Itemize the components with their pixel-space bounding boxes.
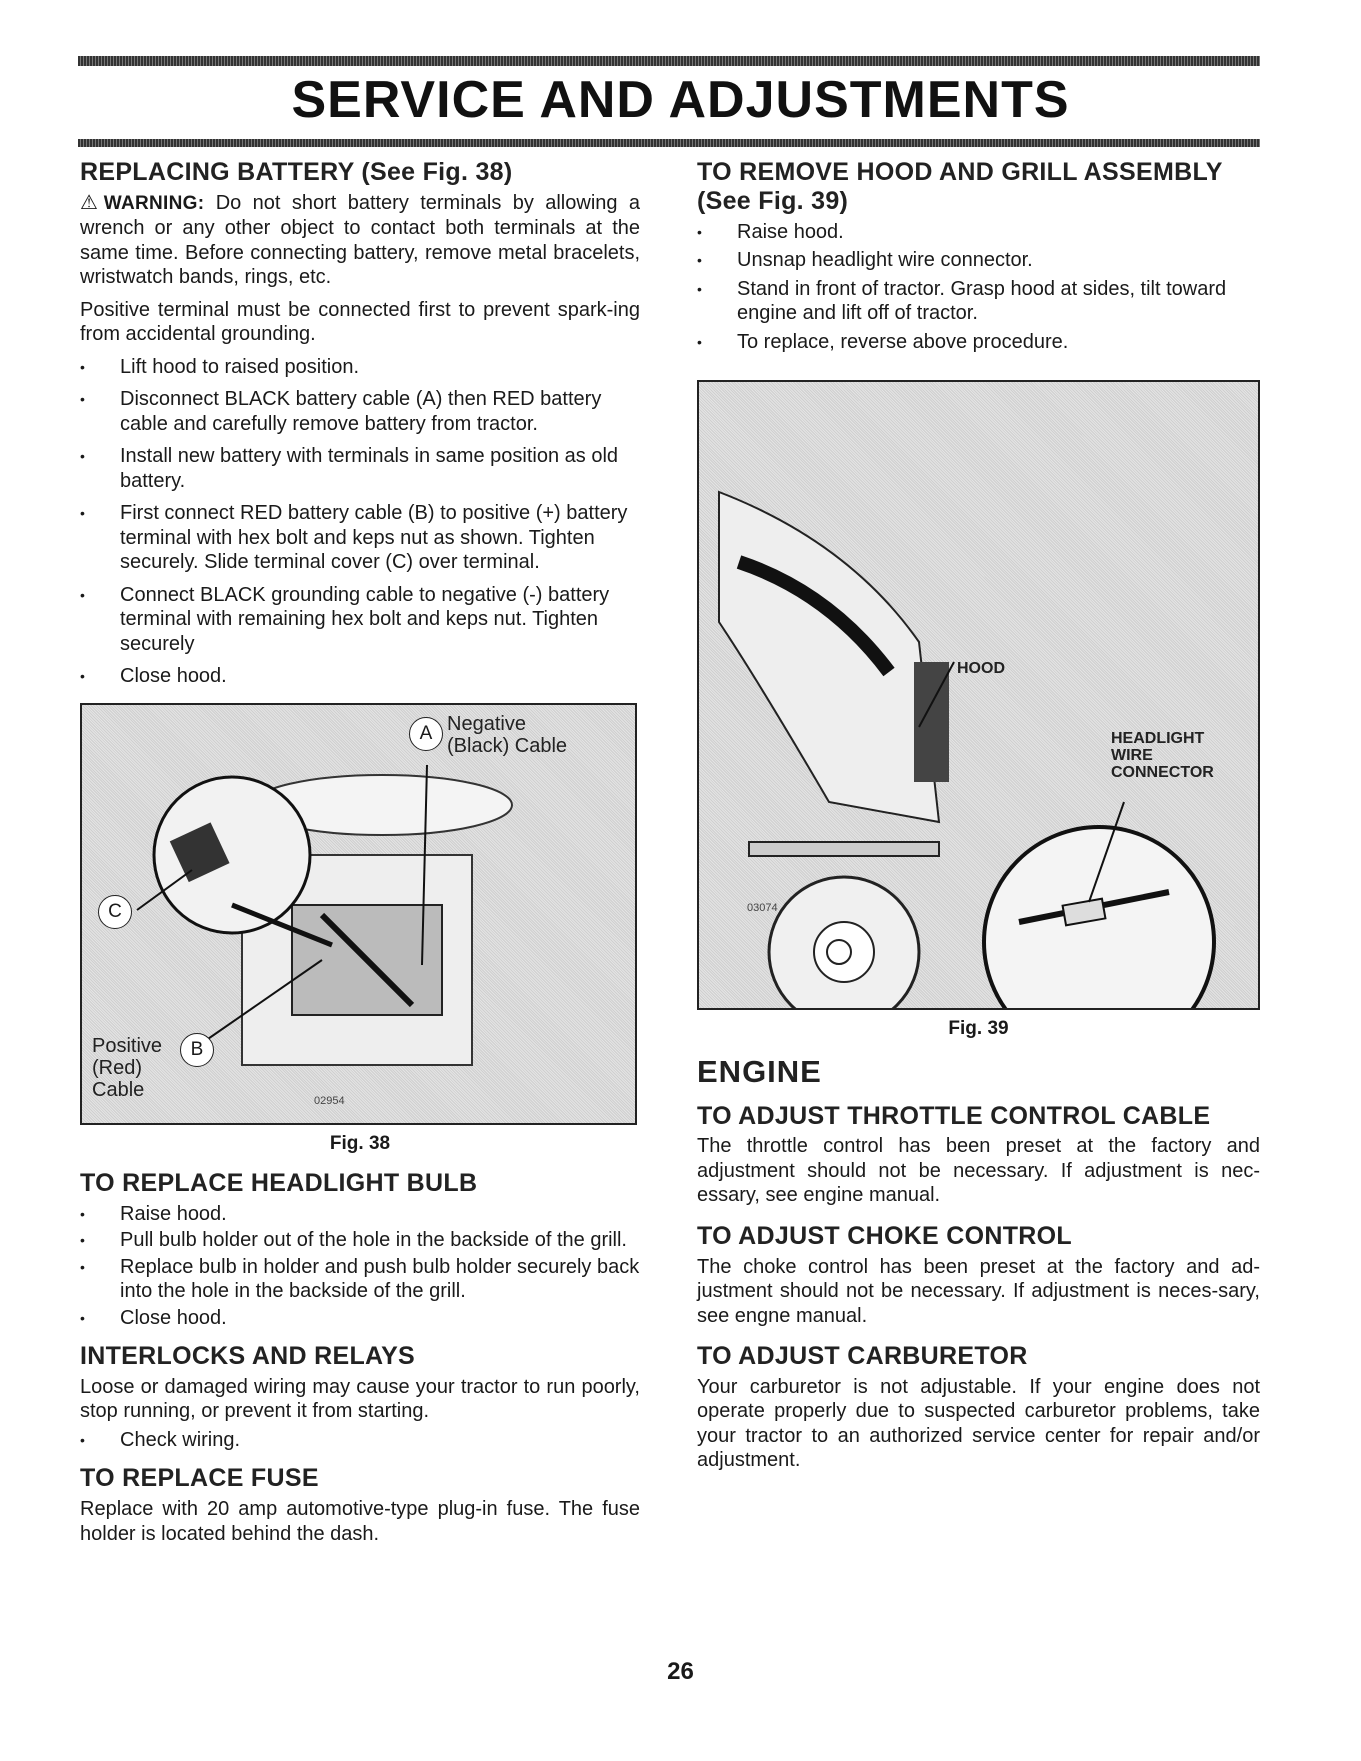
list-item: • Close hood.	[80, 664, 640, 689]
list-item: • Unsnap headlight wire connector.	[697, 248, 1260, 273]
frame-shape	[749, 842, 939, 856]
interlocks-steps	[80, 1428, 640, 1453]
hood-illustration	[699, 382, 1258, 1008]
throttle-heading: TO ADJUST THROTTLE CONTROL CABLE	[697, 1101, 1211, 1130]
battery-warning	[80, 191, 640, 290]
label-hood: HOOD	[957, 660, 1005, 677]
figure-code: 02954	[314, 1094, 345, 1107]
right-column	[697, 158, 1260, 1481]
battery-illustration	[82, 705, 635, 1123]
list-item: • Pull bulb holder out of the hole in the backside of the grill.	[80, 1228, 640, 1253]
left-column	[80, 158, 640, 1554]
hood-shape	[719, 492, 939, 822]
top-rule	[78, 56, 1260, 66]
carburetor-heading: TO ADJUST CARBURETOR	[697, 1342, 1028, 1371]
fuse-heading: TO REPLACE FUSE	[80, 1464, 319, 1493]
battery-steps	[80, 355, 640, 689]
interlocks-heading: INTERLOCKS AND RELAYS	[80, 1342, 416, 1370]
callout-positive-label: Positive (Red) Cable	[92, 1034, 163, 1101]
list-item: • First connect RED battery cable (B) to positive (+) battery terminal with hex bolt and keps nut as shown. Tighten securely. Slide terminal cover (C) over terminal.	[80, 501, 640, 575]
interlocks-text: Loose or damaged wiring may cause your tractor to run poorly, stop running, or prevent it from starting.	[80, 1375, 640, 1423]
callout-negative-label: Negative (Black) Cable	[447, 712, 568, 757]
list-item: • Connect BLACK grounding cable to negative (-) battery terminal with remaining hex bolt and keps nut. Tighten securely	[80, 583, 640, 657]
list-item: • Install new battery with terminals in same position as old battery.	[80, 444, 640, 493]
battery-intro: Positive terminal must be connected first to prevent spark-ing from accidental grounding.	[80, 298, 640, 346]
list-item: • Close hood.	[80, 1306, 640, 1331]
hood-steps	[697, 220, 1260, 355]
figure-38	[80, 703, 637, 1125]
list-item: • Raise hood.	[80, 1202, 640, 1227]
throttle-text: The throttle control has been preset at the factory and adjustment should not be necessary. If adjustment is nec-essary, see engine manual.	[697, 1135, 1260, 1207]
label-headlight-connector: HEADLIGHT WIRE CONNECTOR	[1111, 730, 1214, 781]
figure-code: 03074	[747, 902, 778, 914]
figure-38-caption: Fig. 38	[329, 1132, 391, 1154]
choke-text: The choke control has been preset at the factory and ad-justment should not be necessary. If adjustment is neces-sary, see engne manual.	[697, 1255, 1260, 1327]
list-item: • Raise hood.	[697, 220, 1260, 245]
page-title: SERVICE AND ADJUSTMENTS	[291, 71, 1070, 129]
carburetor-text: Your carburetor is not adjustable. If your engine does not operate properly due to suspected carburetor problems, take your tractor to an authorized service center for repair and/or adjustment.	[697, 1375, 1260, 1472]
warning-text: Do not short battery terminals by allowing a wrench or any other object to contact both terminals at the same time. Before connecting battery, remove metal bracelets, wristwatch bands, rings, etc.	[80, 191, 641, 289]
choke-heading: TO ADJUST CHOKE CONTROL	[697, 1221, 1072, 1250]
battery-heading: REPLACING BATTERY (See Fig. 38)	[80, 158, 513, 186]
callout-letter-c: C	[98, 895, 132, 929]
engine-heading: ENGINE	[697, 1054, 822, 1089]
fuse-text: Replace with 20 amp automotive-type plug-in fuse. The fuse holder is located behind the dash.	[80, 1498, 640, 1545]
title-underline	[78, 139, 1260, 147]
headlight-heading: TO REPLACE HEADLIGHT BULB	[80, 1168, 478, 1197]
hood-heading: TO REMOVE HOOD AND GRILL ASSEMBLY (See Fig. 39)	[697, 158, 1223, 215]
figure-39-caption: Fig. 39	[948, 1018, 1009, 1039]
callout-letter-b: B	[180, 1033, 214, 1067]
list-item: • Lift hood to raised position.	[80, 355, 640, 380]
list-item: • Disconnect BLACK battery cable (A) then RED battery cable and carefully remove battery from tractor.	[80, 387, 640, 436]
list-item: • Stand in front of tractor. Grasp hood at sides, tilt toward engine and lift off of tractor.	[697, 277, 1260, 326]
list-item: • Check wiring.	[80, 1428, 640, 1453]
list-item: • To replace, reverse above procedure.	[697, 330, 1260, 355]
list-item: • Replace bulb in holder and push bulb holder securely back into the hole in the backside of the grill.	[80, 1255, 640, 1304]
warning-label: WARNING:	[103, 192, 205, 214]
wheel-center	[827, 940, 851, 964]
callout-letter-a: A	[409, 717, 443, 751]
page-number: 26	[667, 1658, 694, 1685]
figure-39	[697, 380, 1260, 1010]
warning-icon: ⚠	[80, 191, 104, 214]
headlight-steps	[80, 1202, 640, 1331]
